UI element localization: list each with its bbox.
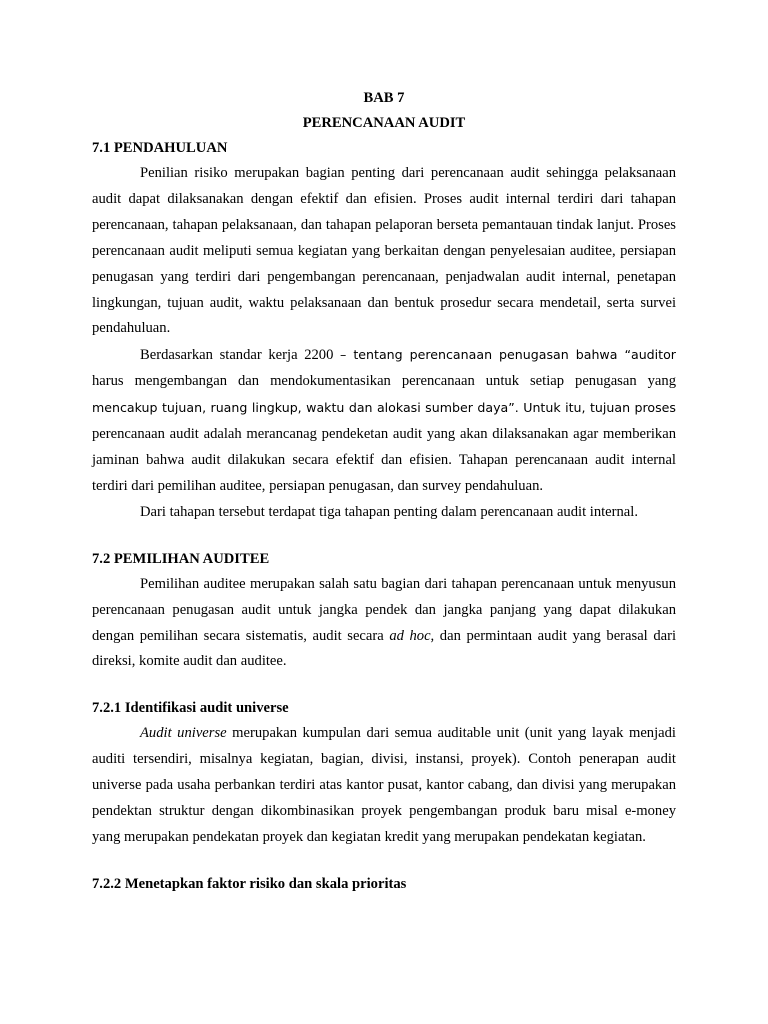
- para-2-text-b: – tentang perencanaan penugasan bahwa “auditor: [340, 347, 676, 363]
- spacer: [92, 851, 676, 872]
- section-7-1-paragraph-3: Dari tahapan tersebut terdapat tiga tahapan penting dalam perencanaan audit internal.: [140, 503, 638, 520]
- s72-text-c: dan permintaan audit yang berasal dari direksi, komite audit dan auditee.: [92, 627, 677, 670]
- section-7-2-2-heading: 7.2.2 Menetapkan faktor risiko dan skala prioritas: [92, 875, 407, 892]
- spacer: [92, 526, 676, 547]
- section-7-1-heading: 7.1 PENDAHULUAN: [92, 140, 228, 156]
- document-page: [92, 86, 676, 897]
- section-7-2-1-heading: 7.2.1 Identifikasi audit universe: [92, 700, 289, 717]
- section-7-2-paragraph-1: [92, 572, 676, 676]
- section-7-1-paragraph-2: [92, 342, 676, 499]
- spacer: [92, 675, 676, 696]
- s721-text-b: merupakan kumpulan dari semua auditable unit (unit yang layak menjadi auditi tersendiri, misalnya kegiatan, bagian, divisi, instansi, proyek). Contoh penerapan audit universe pada usaha perbankan terdiri atas kantor pusat, kantor cabang, dan divisi yang merupakan pendektan struktur dengan dikombinasikan proyek pengembangan produk baru misal e-money yang merupakan pendekatan proyek dan kegiatan kredit yang merupakan pendekatan kegiatan.: [92, 725, 676, 845]
- section-7-2-1-paragraph-1: [92, 721, 676, 851]
- chapter-title: PERENCANAAN AUDIT: [302, 115, 466, 131]
- para-2-text-d: mencakup tujuan, ruang lingkup, waktu dan alokasi sumber daya”. Untuk itu, tujuan proses: [92, 400, 676, 416]
- s721-text-italic: Audit universe: [140, 725, 227, 742]
- s72-text-a: Pemilihan auditee merupakan salah satu bagian dari tahapan perencanaan untuk menyusun perencanaan penugasan audit untuk jangka pendek dan jangka panjang yang dapat dilakukan dengan pemilihan secara sistematis, audit secara: [92, 575, 676, 644]
- section-7-2-heading: 7.2 PEMILIHAN AUDITEE: [92, 550, 270, 567]
- chapter-number: BAB 7: [363, 90, 405, 106]
- para-2-text-c: harus mengembangan dan mendokumentasikan perencanaan untuk setiap penugasan yang: [92, 373, 676, 390]
- para-2-text-a: Berdasarkan standar kerja 2200: [140, 347, 341, 364]
- section-7-1-paragraph-1: Penilian risiko merupakan bagian penting dari perencanaan audit sehingga pelaksanaan audit dapat dilaksanakan dengan efektif dan efisien. Proses audit internal terdiri dari tahapan perencanaan, tahapan pelaksanaan, dan tahapan pelaporan berseta pemantauan tindak lanjut. Proses perencanaan audit meliputi semua kegiatan yang berkaitan dengan penyelesaian auditee, persiapan penugasan yang terdiri dari pengembangan perencanaan, penjadwalan audit internal, penetapan lingkungan, tujuan audit, waktu pelaksanaan dan bentuk prosedur secara mendetail, serta survei pendahuluan.: [92, 165, 676, 337]
- s72-text-italic: ad hoc,: [389, 627, 435, 644]
- para-2-text-e: perencanaan audit adalah merancanag pendeketan audit yang akan dilaksanakan agar memberikan jaminan bahwa audit dilakukan secara efektif dan efisien. Tahapan perencanaan audit internal terdiri dari pemilihan auditee, persiapan penugasan, dan survey pendahuluan.: [92, 426, 676, 494]
